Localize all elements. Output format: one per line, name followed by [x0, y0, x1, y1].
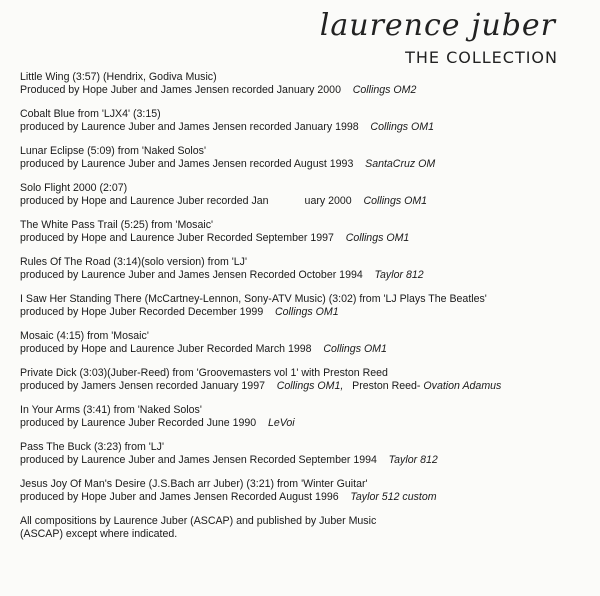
- track-credits: Produced by Hope Juber and James Jensen recorded January 2000: [20, 84, 341, 96]
- track-title: In Your Arms (3:41) from 'Naked Solos': [20, 404, 202, 416]
- album-title: THE COLLECTION: [405, 48, 558, 67]
- track-item: [20, 293, 590, 319]
- track-credits: produced by Laurence Juber and James Jensen Recorded October 1994: [20, 269, 363, 281]
- track-item: [20, 219, 590, 245]
- track-credits: produced by Laurence Juber and James Jensen recorded August 1993: [20, 158, 354, 170]
- track-credits: produced by Hope Juber and James Jensen Recorded August 1996: [20, 491, 339, 503]
- track-title: Little Wing (3:57) (Hendrix, Godiva Music): [20, 71, 217, 83]
- track-extra-credit: Preston Reed-: [352, 380, 421, 392]
- track-credits-part2: uary 2000: [304, 195, 352, 207]
- track-credits: produced by Laurence Juber and James Jensen Recorded September 1994: [20, 454, 377, 466]
- track-instrument: Collings OM1: [363, 195, 428, 207]
- track-credits: produced by Jamers Jensen recorded January 1997: [20, 380, 265, 392]
- track-title: I Saw Her Standing There (McCartney-Lennon, Sony-ATV Music) (3:02) from 'LJ Plays The Beatles': [20, 293, 487, 305]
- track-title: Mosaic (4:15) from 'Mosaic': [20, 330, 149, 342]
- track-item: [20, 256, 590, 282]
- track-title: Jesus Joy Of Man's Desire (J.S.Bach arr Juber) (3:21) from 'Winter Guitar': [20, 478, 368, 490]
- artist-signature: laurence juber: [319, 8, 556, 43]
- album-header: [298, 8, 558, 70]
- publishing-note: [20, 515, 590, 541]
- track-instrument: Collings OM1,: [276, 380, 344, 392]
- track-title: Lunar Eclipse (5:09) from 'Naked Solos': [20, 145, 206, 157]
- track-title: Private Dick (3:03)(Juber-Reed) from 'Groovemasters vol 1' with Preston Reed: [20, 367, 388, 379]
- track-instrument: SantaCruz OM: [365, 158, 436, 170]
- track-item: [20, 441, 590, 467]
- track-credits: produced by Hope and Laurence Juber Recorded September 1997: [20, 232, 334, 244]
- publishing-note-line2: (ASCAP) except where indicated.: [20, 528, 178, 540]
- track-extra-instrument: Ovation Adamus: [423, 380, 502, 392]
- track-instrument: Collings OM1: [323, 343, 387, 355]
- track-credits: produced by Hope Juber Recorded December 1999: [20, 306, 264, 318]
- track-title: Rules Of The Road (3:14)(solo version) from 'LJ': [20, 256, 247, 268]
- track-instrument: Collings OM1: [275, 306, 339, 318]
- track-item: [20, 330, 590, 356]
- track-title: The White Pass Trail (5:25) from 'Mosaic': [20, 219, 214, 231]
- track-instrument: Taylor 512 custom: [350, 491, 437, 503]
- track-item: [20, 404, 590, 430]
- track-credits: produced by Laurence Juber Recorded June 1990: [20, 417, 257, 429]
- track-instrument: LeVoi: [267, 417, 295, 429]
- track-item: [20, 71, 590, 97]
- track-item: [20, 145, 590, 171]
- track-item: [20, 478, 590, 504]
- track-instrument: Taylor 812: [374, 269, 424, 281]
- track-credits-part1: produced by Hope and Laurence Juber recorded Jan: [20, 195, 269, 207]
- track-title: Solo Flight 2000 (2:07): [20, 182, 128, 194]
- track-item: [20, 182, 590, 208]
- track-list: [20, 71, 590, 541]
- track-credits: produced by Hope and Laurence Juber Recorded March 1998: [20, 343, 312, 355]
- track-item: [20, 108, 590, 134]
- track-instrument: Collings OM2: [352, 84, 417, 96]
- track-instrument: Taylor 812: [388, 454, 438, 466]
- track-item: [20, 367, 590, 393]
- track-instrument: Collings OM1: [345, 232, 410, 244]
- track-title: Cobalt Blue from 'LJX4' (3:15): [20, 108, 161, 120]
- publishing-note-line1: All compositions by Laurence Juber (ASCAP) and published by Juber Music: [20, 515, 377, 527]
- track-instrument: Collings OM1: [370, 121, 435, 133]
- track-credits: produced by Laurence Juber and James Jensen recorded January 1998: [20, 121, 359, 133]
- track-title: Pass The Buck (3:23) from 'LJ': [20, 441, 164, 453]
